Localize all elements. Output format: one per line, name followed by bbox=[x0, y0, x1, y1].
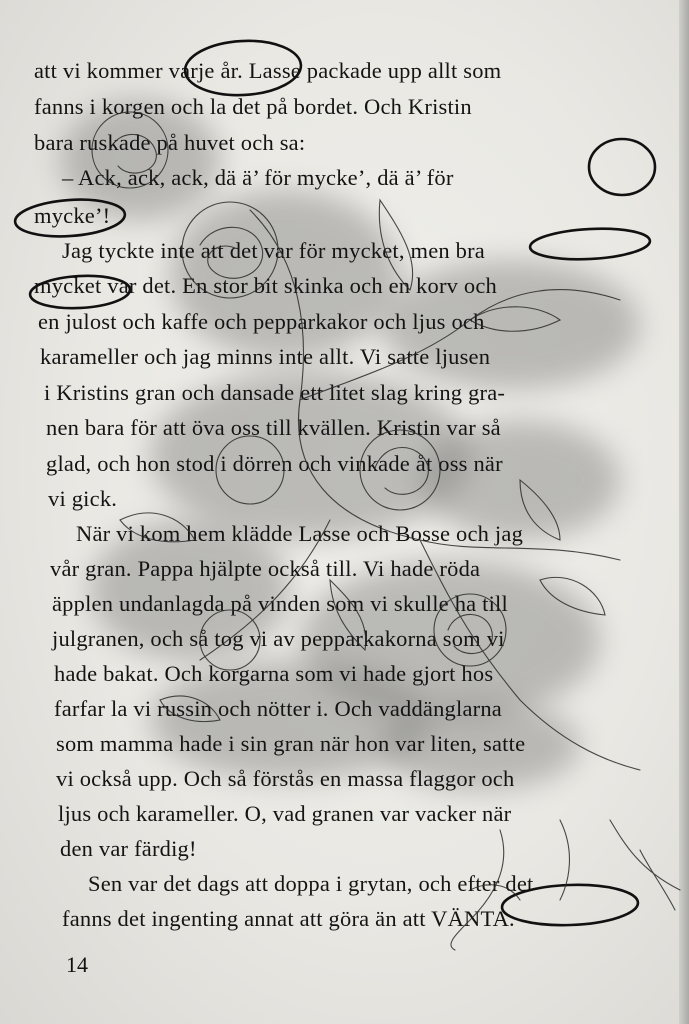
text-line: att vi kommer varje år. Lasse packade upp allt som bbox=[34, 58, 502, 83]
text-line: vår gran. Pappa hjälpte också till. Vi hade röda bbox=[50, 556, 481, 581]
text-line: vi också upp. Och så förstås en massa flaggor och bbox=[56, 766, 515, 791]
text-line: – Ack, ack, ack, dä ä’ för mycke’, dä ä’ för bbox=[62, 165, 454, 190]
text-line: mycke’! bbox=[34, 203, 111, 228]
text-line: farfar la vi russin och nötter i. Och vaddänglarna bbox=[54, 696, 502, 721]
text-line: karameller och jag minns inte allt. Vi satte ljusen bbox=[40, 344, 491, 369]
text-line: den var färdig! bbox=[60, 836, 197, 861]
text-line: som mamma hade i sin gran när hon var liten, satte bbox=[56, 731, 526, 756]
text-line: fanns det ingenting annat att göra än att VÄNTA. bbox=[62, 906, 515, 931]
text-line: äpplen undanlagda på vinden som vi skulle ha till bbox=[52, 591, 508, 616]
text-line: vi gick. bbox=[48, 486, 118, 511]
text-line: mycket var det. En stor bit skinka och en korv och bbox=[34, 273, 498, 298]
text-line: hade bakat. Och korgarna som vi hade gjort hos bbox=[54, 661, 494, 686]
text-line: en julost och kaffe och pepparkakor och ljus och bbox=[38, 309, 485, 334]
circle-mark-for bbox=[589, 139, 655, 195]
circle-mark-men-bra bbox=[529, 226, 650, 262]
text-line: När vi kom hem klädde Lasse och Bosse och jag bbox=[76, 521, 524, 546]
text-line: julgranen, och så tog vi av pepparkakorna som vi bbox=[52, 626, 505, 651]
text-line: Sen var det dags att doppa i grytan, och efter det bbox=[88, 871, 534, 896]
text-line: i Kristins gran och dansade ett litet slag kring gra- bbox=[44, 380, 506, 405]
page-edge-shadow bbox=[679, 0, 689, 1024]
text-line: glad, och hon stod i dörren och vinkade åt oss när bbox=[46, 451, 503, 476]
text-line: fanns i korgen och la det på bordet. Och Kristin bbox=[34, 94, 472, 119]
text-line: bara ruskade på huvet och sa: bbox=[34, 130, 306, 155]
text-line: Jag tyckte inte att det var för mycket, men bra bbox=[62, 238, 485, 263]
page-number: 14 bbox=[66, 952, 88, 977]
text-line: nen bara för att öva oss till kvällen. Kristin var så bbox=[46, 415, 501, 440]
text-line: ljus och karameller. O, vad granen var vacker när bbox=[58, 801, 512, 826]
